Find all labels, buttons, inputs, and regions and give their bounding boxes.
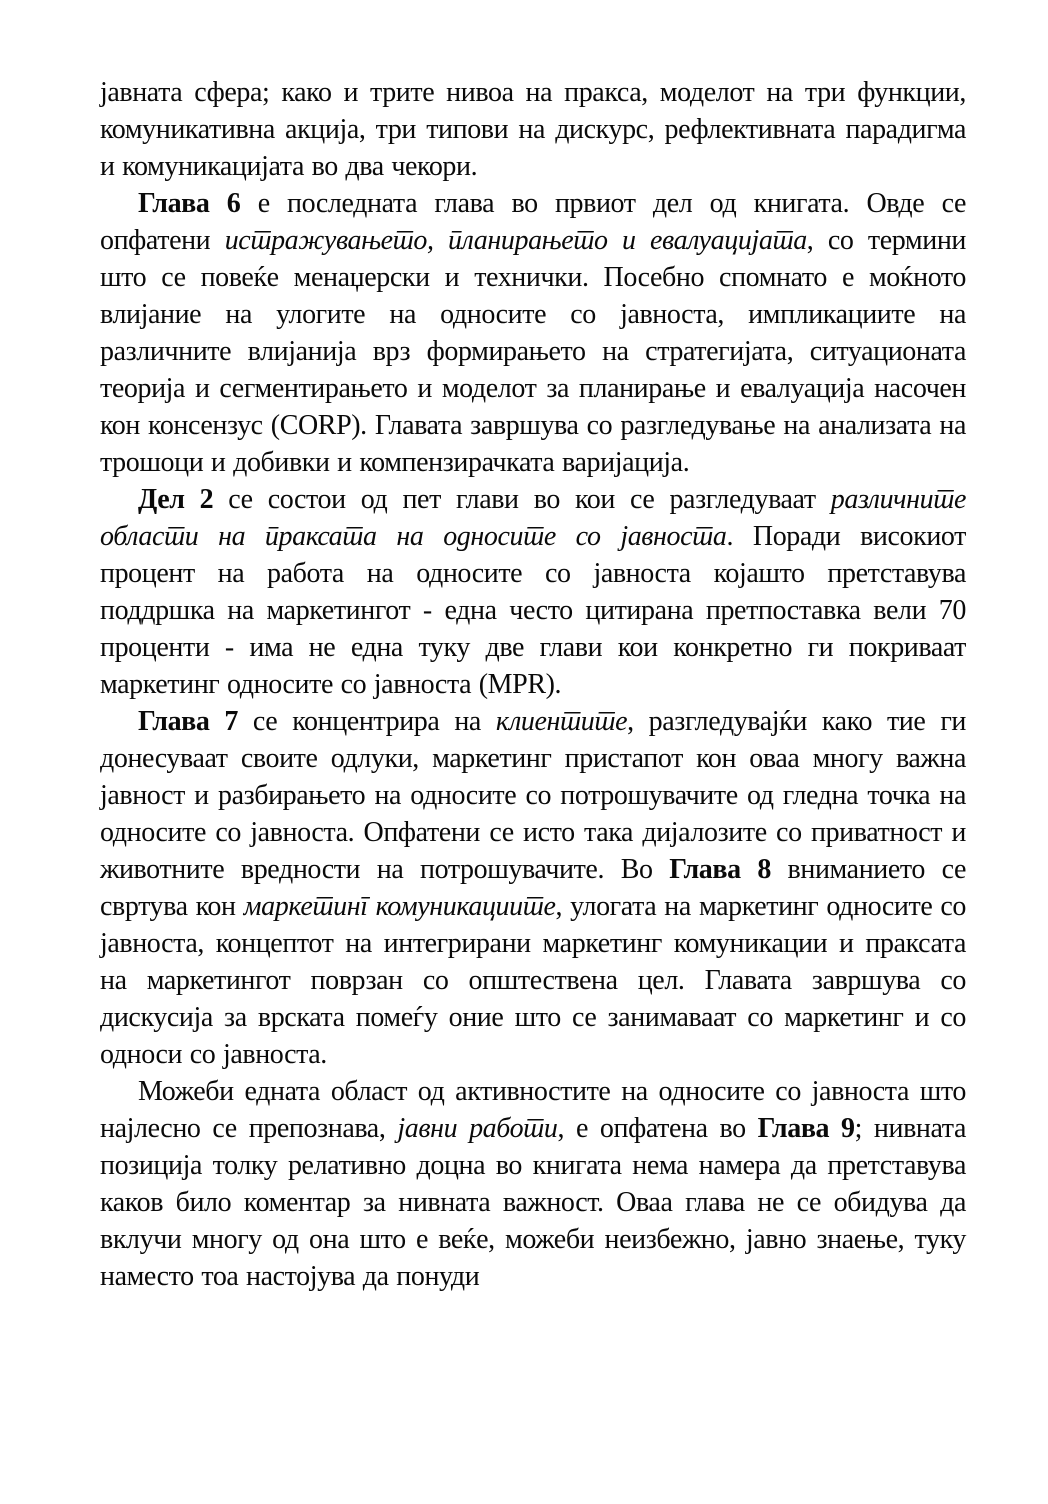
text-run: ; нивната позиција толку релативно доцна во книгата нема намера да претставува каков било коментар за нивната важност. Оваа глава не се обидува да вклучи многу од она што е веќе, можеби неизбежно, јавно знаење, туку наместо тоа настојува да понуди — [100, 1113, 967, 1292]
text-run: Глава 8 — [669, 854, 771, 885]
paragraph — [100, 703, 966, 1073]
paragraph — [100, 74, 966, 185]
text-run: Дел 2 — [138, 484, 214, 515]
text-run: . Поради високиот процент на работа на односите со јавноста којашто претставува поддршка на маркетингот - една често цитирана претпоставка вели 70 проценти - има не една туку две глави кои конкретно ги покриваат маркетинг односите со јавноста (MPR). — [100, 521, 966, 700]
text-run: , разгледувајќи како тие ги донесуваат своите одлуки, маркетинг пристапот кон оваа многу важна јавност и разбирањето на односите со потрошувачите од гледна точка на односите со јавноста. Опфатени се исто така дијалозите со приватност и животните вредности на потрошувачите. Во — [100, 706, 967, 885]
text-run: , улогата на маркетинг односите со јавноста, концептот на интегрирани маркетинг комуникации и праксата на маркетингот поврзан со општествена цел. Главата завршува со дискусија за врската помеѓу оние што се занимаваат со маркетинг и со односи со јавноста. — [100, 891, 967, 1070]
text-run: истражувањето, планирањето и евалуацијата — [224, 225, 807, 256]
text-run: Можеби едната област од активностите на односите со јавноста што најлесно се препознава, — [100, 1076, 966, 1144]
text-run: се состои од пет глави во кои се разгледуваат — [213, 484, 831, 515]
paragraph — [100, 1073, 966, 1295]
text-run: клиентите — [495, 706, 628, 737]
text-run: маркетинг комуникациите — [243, 891, 556, 922]
text-run: е последната глава во првиот дел од книгата. Овде се опфатени — [100, 188, 966, 256]
text-run: Глава 7 — [138, 706, 239, 737]
text-run: јавни работи — [397, 1113, 558, 1144]
text-run: Глава 6 — [138, 188, 241, 219]
paragraph — [100, 481, 966, 703]
text-run: јавната сфера; како и трите нивоа на пракса, моделот на три функции, комуникативна акција, три типови на дискурс, рефлективната парадигма и комуникацијата во два чекори. — [100, 77, 966, 182]
text-run: вниманието се свртува кон — [100, 854, 966, 922]
text-run: Глава 9 — [757, 1113, 855, 1144]
paragraph — [100, 185, 966, 481]
text-run: , е опфатена во — [557, 1113, 758, 1144]
page-text-block — [100, 74, 966, 1295]
text-run: се концентрира на — [238, 706, 496, 737]
text-run: , со термини што се повеќе менаџерски и технички. Посебно спомнато е моќното влијание на улогите на односите со јавноста, импликациите на различните влијанија врз формирањето на стратегијата, ситуационата теорија и сегментирањето и моделот за планирање и евалуација насочен кон консензус (CORP). Главата завршува со разгледување на анализата на трошоци и добивки и компензирачката варијација. — [100, 225, 966, 478]
text-run: различните области на праксата на односите со јавноста — [100, 484, 966, 552]
